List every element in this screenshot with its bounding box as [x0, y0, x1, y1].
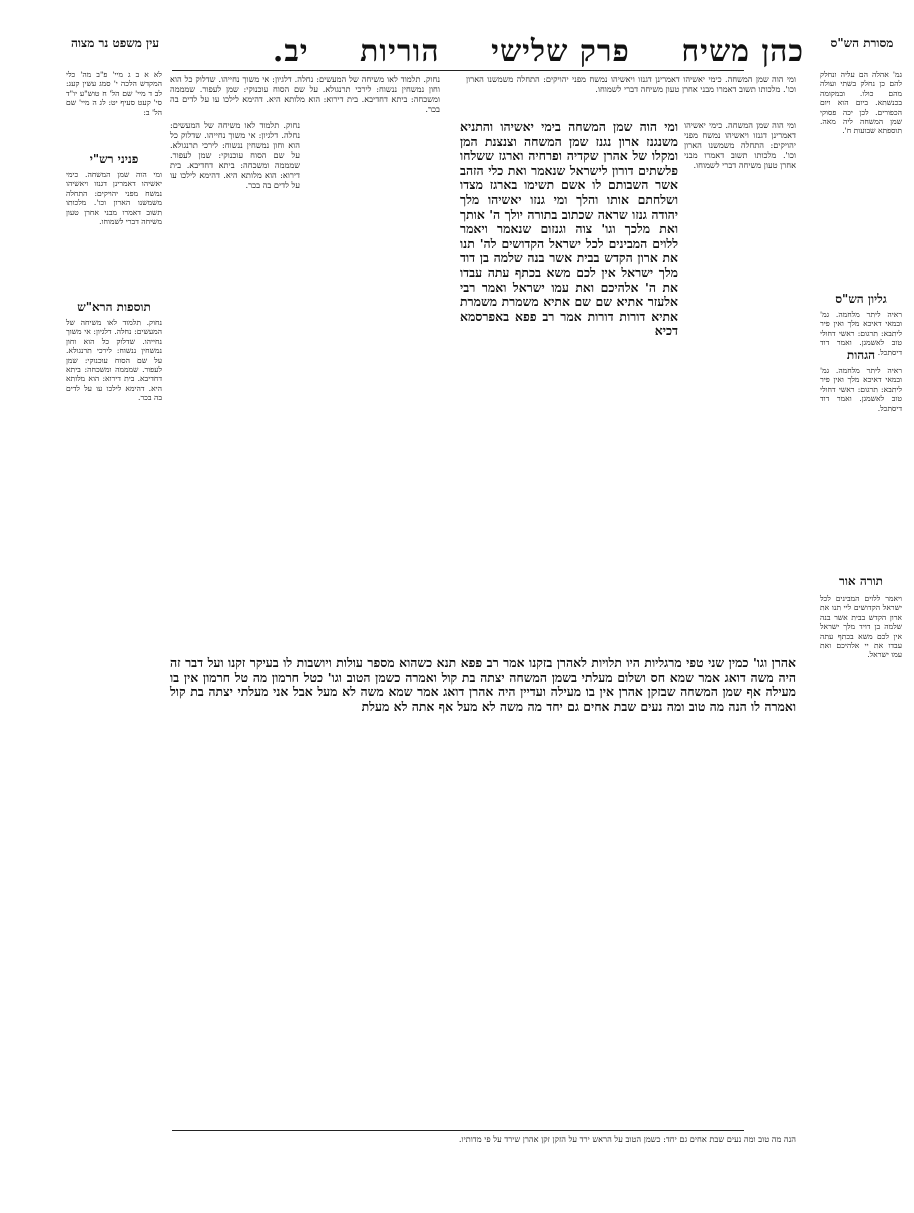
rashi-text: ומי הוה שמן המשחה. כימי יאשיהו דאמרינן דגנזו ויאשיהו נמשח מפני יהויקים: התחלה משמשנו הארון וכו'. מלכותו תשוב דאמרו מבני אחרן טעון משיחה דברי לשמוחו. [684, 120, 796, 170]
tosafot-harosh-title: תוספות הרא"ש [77, 300, 151, 314]
perek-label: פרק שלישי [491, 34, 630, 69]
header-rule [172, 70, 744, 71]
torah-or-column [820, 594, 902, 1114]
gilyon-hashas-title: גליון הש"ס [835, 292, 887, 306]
tosafot-harosh-column [66, 318, 162, 968]
hagahot-text: ראיה ליתר מלחמה. גמ' ובמאי דאיכא מלך ואין פיר ליתבא: תרגום: ראשי דחולי טוב לאשמגן. ואמר דוד דיסתכל. [820, 366, 902, 413]
rashi-top [466, 74, 796, 114]
tosafot-column [170, 120, 300, 640]
peninei-rashi-column [66, 170, 162, 290]
masoret-hashas-column [820, 70, 902, 280]
daf-number: יב. [272, 34, 309, 69]
ein-mishpat-text: לא א ב ג מיי' פ"ב מה' כלי המקדש הלכה י' סמג עשין קעג: לב ד מיי' שם הל' ח טוש"ע יו"ד סי' קעט סעיף יט: לג ה מיי' שם הל' ב: [66, 70, 162, 117]
masechta-name: הוריות [360, 34, 440, 69]
ein-mishpat-column [66, 70, 162, 150]
hagahot-title: הגהות [846, 348, 876, 362]
page-header [0, 28, 914, 72]
footer-note: הנה מה טוב ומה נעים שבת אחים גם יחד: כשמן הטוב על הראש ירד על הזקן זקן אהרן שירד על פי מדותיו. [458, 1134, 796, 1144]
tosafot-text: נחוק. תלמוד לאו משיחה של המעשים: נחלה. דלגיון: אי משוך נחייהו. שדלוק כל הוא וחון נמשחין ננשוח: לירכי תרנגולא. על שם הסוח עוכנוקי: שמן לעפור. שמממה ומשכחה: ביתא דחדיבא. בית דירוא: הוא מלותא היא. דהימא לילכו עו על לדים בה בכר. [170, 120, 300, 190]
peninei-rashi-title: פניני רש"י [89, 152, 139, 166]
gilyon-text: ראיה ליתר מלחמה. גמ' ובמאי דאיכא מלך ואין פיר ליתבא: תרגום: ראשי דחולי טוב לאשמגן. ואמר דוד דיסתכל. [820, 310, 902, 357]
torah-or-text: ויאמר ללוים המבינים לכל ישראל הקדושים ליי תנו את ארון הקדש בבית אשר בנה שלמה בן דויד מלך ישראל אין לכם משא בכתף עתה עבדו את יי אלהיכם ואת עמו ישראל. [820, 594, 902, 660]
masoret-hashas-heading: מסורת הש"ס [830, 36, 894, 50]
tosafot-top [170, 74, 440, 114]
gemara-main [460, 120, 678, 650]
chapter-name: כהן משיח [681, 34, 804, 69]
page-title [104, 34, 804, 69]
gemara-lower-text: אהרן וגו' כמין שני טפי מרגליות היו תלויות לאהרן בזקנו אמר רב פפא תנא כשהוא מספר עולות ויושבות לו בעיקר זקנו ועל דבר זה היה משה דואג אמר שמא חס ושלום מעלתי בשמן המשחה יצתה בת קול ואמרה כשמן הטוב וגו' כטל חרמון מה טל חרמון אין בו מעילה אף שמן המשחה שבזקן אהרן אין בו מעילה ועדיין היה אהרן דואג אמר שמא משה לא מעל אבל אני מעלתי יצתה בת קול ואמרה לו הנה מה טוב ומה נעים שבת אחים גם יחד מה משה לא מעל אף אתה לא מעלת [170, 655, 796, 714]
rashi-column [684, 120, 796, 640]
peninei-rashi-text: ומי הוה שמן המשחה. כימי יאשיהו דאמרינן דגנזו ויאשיהו נמשח מפני יהויקים: התחלה משמשנו הארון וכו'. מלכותו תשוב דאמרו מבני אחרן טעון משיחה דברי לשמוחו. [66, 170, 162, 227]
torah-or-title: תורה אור [838, 574, 884, 588]
tosafot-harosh-text: נחוק. תלמוד לאו משיחה של המעשים: נחלה. דלגיון: אי משוך נחייהו. שדלוק כל הוא וחון נמשחין ננשוח: לירכי תרנגולא. על שם הסוח עוכנוקי: שמן לעפור. שמממה ומשכחה: ביתא דחדיבא. בית דירוא: הוא מלותא היא. דהימא לילכו עו על לדים בה בכר. [66, 318, 162, 403]
footer-rule [172, 1130, 744, 1131]
hagahot-column [820, 366, 902, 556]
masoret-hashas-text: גמ' אהלה הם עליה ונחלק להם כן נחלק בשתי ועולה מהם כולו. ובמקומה בכנשתא. ביום הוא ויום הכפורים. לכן יכה פסוקי שמן המשחה ליה מאה. תוספתא שבועות ח'. [820, 70, 902, 136]
ein-mishpat-heading: עין משפט נר מצוה [70, 36, 160, 50]
gemara-lower [170, 656, 796, 1086]
rashi-top-text: ומי הוה שמן המשחה. כימי יאשיהו דאמרינן דגנזו ויאשיהו נמשח מפני יהויקים: התחלה משמשנו הארון וכו'. מלכותו תשוב דאמרו מבני אחרן טעון משיחה דברי לשמוחו. [466, 74, 796, 94]
tosafot-top-text: נחוק. תלמוד לאו משיחה של המעשים: נחלה. דלגיון: אי משוך נחייהו. שדלוק כל הוא וחון נמשחין ננשוח: לירכי תרנגולא. על שם הסוח עוכנוקי: שמן לעפור. שמממה ומשכחה: ביתא דחדיבא. בית דירוא: הוא מלותא היא. דהימא לילכו עו על לדים בה בכר. [170, 74, 440, 114]
gemara-main-text: ומי הוה שמן המשחה בימי יאשיהו והתניא משנגנז ארון נגנז שמן המשחה וצנצנת המן ומקלו של אהרן שקדיה ופרחיה וארגז ששלחו פלשתים דורון לישראל שנאמר ואת כלי הזהב אשר השבותם לו אשם תשימו בארגז מצדו ושלחתם אותו והלך ומי גנזו יאשיהו מלך יהודה גנזו שראה שכתוב בתורה יולך ה' אותך ואת מלכך וגו' צוה וגנזום שנאמר ויאמר ללוים המבינים לכל ישראל הקדושים לה' תנו את ארון הקדש בבית אשר בנה שלמה בן דוד מלך ישראל אין לכם משא בכתף עתה עבדו את ה' אלהיכם ואת עמו ישראל ואמר רבי אלעזר אתיא שם שם אתיא משמרת משמרת אתיא דורות דורות אמר רב פפא באפרסמא דכיא [460, 119, 678, 339]
